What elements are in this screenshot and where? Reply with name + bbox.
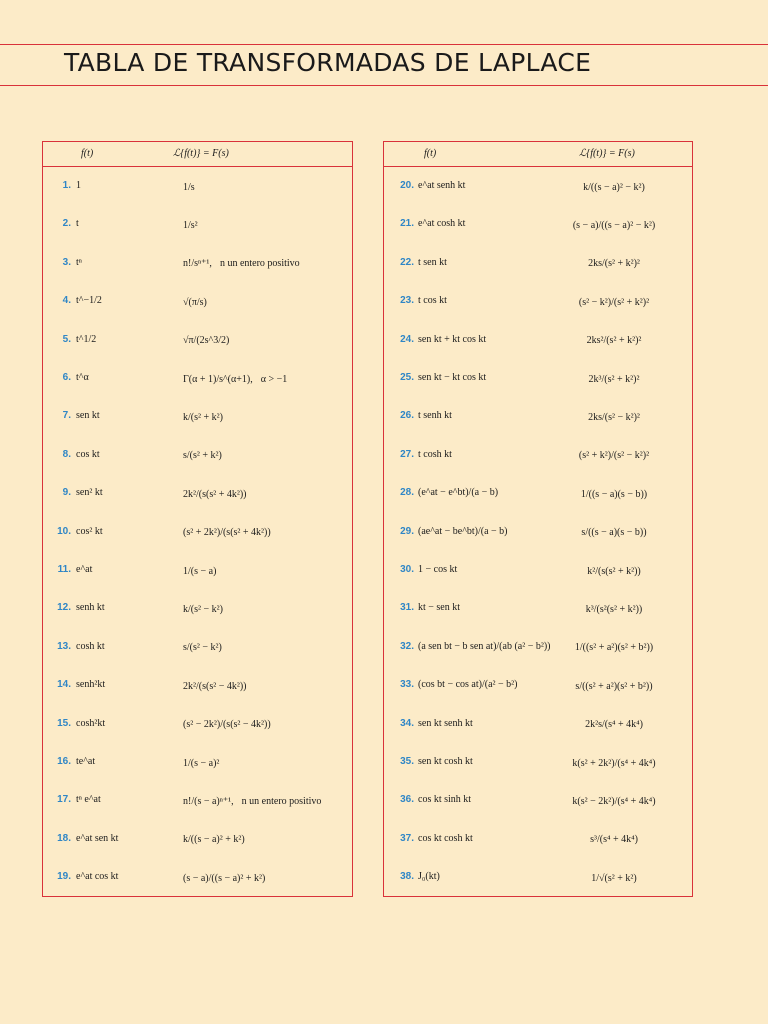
transform-expression: s/(s² + k²) bbox=[183, 450, 222, 462]
function-ft: J₀(kt) bbox=[418, 871, 440, 883]
entry-number: 1. bbox=[62, 180, 71, 191]
table-row bbox=[43, 398, 352, 436]
table-row bbox=[43, 437, 352, 475]
transform-expression: k/(s² + k²) bbox=[183, 411, 223, 423]
transform-expression: k/((s − a)² + k²) bbox=[183, 834, 245, 846]
transform-expression: 1/(s − a) bbox=[183, 565, 217, 577]
function-ft: t cosh kt bbox=[418, 448, 452, 460]
transform-fs bbox=[183, 360, 287, 398]
transform-table-right bbox=[383, 141, 693, 897]
transform-expression: s³/(s⁴ + 4k⁴) bbox=[590, 834, 638, 846]
function-ft: cos kt cosh kt bbox=[418, 832, 473, 844]
table-row bbox=[43, 168, 352, 206]
transform-fs bbox=[564, 398, 664, 436]
function-ft: cosh kt bbox=[76, 640, 105, 652]
transform-fs bbox=[183, 821, 245, 859]
function-ft: (cos bt − cos at)/(a² − b²) bbox=[418, 679, 518, 691]
table-row bbox=[384, 552, 692, 590]
column-header-ft: f(t) bbox=[81, 148, 94, 159]
entry-number: 4. bbox=[62, 295, 71, 307]
transform-fs bbox=[564, 514, 664, 552]
table-row bbox=[384, 360, 692, 398]
entry-number: 6. bbox=[62, 372, 71, 383]
entry-number: 10. bbox=[57, 525, 71, 537]
entry-number: 25. bbox=[400, 372, 414, 383]
entry-number: 34. bbox=[400, 717, 414, 729]
transform-fs bbox=[564, 168, 664, 206]
entry-number: 37. bbox=[400, 832, 414, 844]
entry-number: 31. bbox=[400, 602, 414, 614]
transform-expression: 2k³/(s² + k²)² bbox=[588, 373, 640, 385]
transform-expression: n!/sⁿ⁺¹, bbox=[183, 258, 212, 270]
entry-number: 14. bbox=[57, 679, 71, 691]
transform-fs bbox=[564, 283, 664, 321]
entry-number: 18. bbox=[57, 832, 71, 844]
function-ft: t senh kt bbox=[418, 410, 452, 422]
transform-fs bbox=[564, 706, 664, 744]
page-title: TABLA DE TRANSFORMADAS DE LAPLACE bbox=[64, 48, 592, 77]
table-row bbox=[43, 667, 352, 705]
entry-number: 2. bbox=[62, 218, 71, 230]
transform-fs bbox=[183, 552, 216, 590]
transform-fs bbox=[183, 667, 247, 705]
function-ft: sen kt − kt cos kt bbox=[418, 372, 487, 383]
transform-expression: 1/((s² + a²)(s² + b²)) bbox=[574, 642, 654, 654]
function-ft: t sen kt bbox=[418, 256, 447, 268]
transform-expression: 2ks/(s² − k²)² bbox=[588, 411, 640, 423]
transform-expression: 2k²/(s(s² − 4k²)) bbox=[183, 680, 247, 692]
function-ft: 1 − cos kt bbox=[418, 564, 458, 575]
function-ft: te^at bbox=[76, 756, 96, 767]
transform-expression: k³/(s²(s² + k²)) bbox=[585, 603, 643, 615]
transform-expression: k(s² − 2k²)/(s⁴ + 4k⁴) bbox=[572, 795, 656, 807]
function-ft: t cos kt bbox=[418, 295, 447, 307]
title-underline bbox=[0, 85, 768, 86]
transform-fs bbox=[183, 206, 198, 244]
entry-number: 20. bbox=[400, 180, 414, 191]
table-row bbox=[43, 629, 352, 667]
entry-number: 23. bbox=[400, 295, 414, 307]
transform-fs bbox=[564, 821, 664, 859]
transform-fs bbox=[564, 629, 664, 667]
table-row bbox=[43, 322, 352, 360]
function-ft: t^α bbox=[76, 372, 89, 383]
table-row bbox=[43, 206, 352, 244]
transform-expression: 2k²/(s(s² + 4k²)) bbox=[183, 488, 247, 500]
function-ft: tⁿ bbox=[76, 256, 82, 268]
function-ft: 1 bbox=[76, 180, 81, 191]
function-ft: e^at bbox=[76, 564, 93, 575]
table-header bbox=[384, 142, 692, 167]
function-ft: t bbox=[76, 218, 79, 230]
transform-fs bbox=[564, 322, 664, 360]
transform-expression: 1/((s − a)(s − b)) bbox=[580, 488, 648, 500]
entry-number: 35. bbox=[400, 756, 414, 767]
entry-number: 33. bbox=[400, 679, 414, 691]
entry-number: 12. bbox=[57, 602, 71, 614]
transform-fs bbox=[564, 859, 664, 897]
transform-expression: (s − a)/((s − a)² + k²) bbox=[183, 872, 266, 884]
table-header bbox=[43, 142, 352, 167]
function-ft: senh kt bbox=[76, 602, 105, 614]
table-row bbox=[384, 859, 692, 897]
transform-fs bbox=[183, 437, 222, 475]
entry-number: 32. bbox=[400, 640, 414, 652]
transform-fs bbox=[183, 859, 265, 897]
function-ft: kt − sen kt bbox=[418, 602, 461, 614]
top-rule bbox=[0, 44, 768, 45]
transform-fs bbox=[564, 437, 664, 475]
table-row bbox=[384, 706, 692, 744]
function-ft: e^at sen kt bbox=[76, 832, 119, 844]
transform-expression: 1/s² bbox=[183, 219, 198, 231]
entry-number: 30. bbox=[400, 564, 414, 575]
table-row bbox=[43, 821, 352, 859]
table-row bbox=[43, 590, 352, 628]
transform-expression: 1/s bbox=[183, 181, 195, 193]
table-row bbox=[43, 552, 352, 590]
table-row bbox=[43, 514, 352, 552]
table-row bbox=[43, 245, 352, 283]
function-ft: e^at senh kt bbox=[418, 180, 466, 191]
transform-fs bbox=[183, 629, 222, 667]
entry-number: 16. bbox=[57, 756, 71, 767]
table-row bbox=[43, 283, 352, 321]
function-ft: cos² kt bbox=[76, 525, 103, 537]
function-ft: (ae^at − be^bt)/(a − b) bbox=[418, 525, 508, 537]
entry-number: 5. bbox=[62, 333, 71, 345]
transform-table-left bbox=[42, 141, 353, 897]
table-row bbox=[384, 667, 692, 705]
transform-fs bbox=[183, 590, 223, 628]
table-row bbox=[384, 590, 692, 628]
transform-note: n un entero positivo bbox=[219, 258, 300, 270]
entry-number: 11. bbox=[57, 564, 71, 575]
transform-expression: 2ks/(s² + k²)² bbox=[588, 258, 640, 270]
entry-number: 27. bbox=[400, 448, 414, 460]
function-ft: (e^at − e^bt)/(a − b) bbox=[418, 487, 499, 499]
transform-expression: n!/(s − a)ⁿ⁺¹, bbox=[183, 795, 234, 807]
transform-fs bbox=[564, 782, 664, 820]
entry-number: 8. bbox=[62, 448, 71, 460]
transform-expression: (s − a)/((s − a)² − k²) bbox=[572, 219, 656, 231]
column-header-ft: f(t) bbox=[424, 148, 437, 159]
transform-fs bbox=[183, 782, 321, 820]
transform-fs bbox=[564, 552, 664, 590]
transform-fs bbox=[564, 667, 664, 705]
transform-expression: k/(s² − k²) bbox=[183, 603, 223, 615]
function-ft: sen kt senh kt bbox=[418, 717, 473, 729]
transform-fs bbox=[564, 590, 664, 628]
transform-expression: s/((s² + a²)(s² + b²)) bbox=[575, 680, 653, 692]
entry-number: 26. bbox=[400, 410, 414, 422]
entry-number: 28. bbox=[400, 487, 414, 499]
function-ft: t^1/2 bbox=[76, 333, 97, 345]
table-row bbox=[384, 206, 692, 244]
table-row bbox=[384, 437, 692, 475]
transform-fs bbox=[564, 206, 664, 244]
transform-expression: 2k²s/(s⁴ + 4k⁴) bbox=[585, 719, 643, 731]
function-ft: sen kt cosh kt bbox=[418, 756, 473, 767]
entry-number: 22. bbox=[400, 256, 414, 268]
table-row bbox=[43, 706, 352, 744]
function-ft: cos kt sinh kt bbox=[418, 794, 472, 806]
entry-number: 36. bbox=[400, 794, 414, 806]
transform-expression: √π/(2s^3/2) bbox=[183, 335, 230, 347]
table-row bbox=[384, 283, 692, 321]
function-ft: cosh²kt bbox=[76, 717, 106, 729]
transform-fs bbox=[564, 360, 664, 398]
transform-fs bbox=[183, 475, 247, 513]
transform-expression: 1/(s − a)² bbox=[183, 757, 220, 769]
transform-fs bbox=[183, 168, 195, 206]
table-row bbox=[384, 744, 692, 782]
transform-fs bbox=[183, 398, 223, 436]
transform-expression: k²/(s(s² + k²)) bbox=[587, 565, 641, 577]
transform-note: α > −1 bbox=[260, 373, 288, 385]
entry-number: 38. bbox=[400, 871, 414, 883]
function-ft: e^at cosh kt bbox=[418, 218, 466, 230]
function-ft: t^−1/2 bbox=[76, 295, 102, 307]
transform-fs bbox=[183, 322, 229, 360]
function-ft: sen² kt bbox=[76, 487, 103, 499]
transform-fs bbox=[564, 475, 664, 513]
transform-expression: (s² + k²)/(s² − k²)² bbox=[578, 450, 650, 462]
entry-number: 21. bbox=[400, 218, 414, 230]
transform-fs bbox=[183, 283, 207, 321]
table-row bbox=[384, 629, 692, 667]
table-row bbox=[384, 398, 692, 436]
transform-expression: √(π/s) bbox=[183, 296, 207, 308]
table-row bbox=[43, 744, 352, 782]
table-row bbox=[384, 322, 692, 360]
function-ft: e^at cos kt bbox=[76, 871, 119, 883]
column-header-fs: ℒ{f(t)} = F(s) bbox=[173, 148, 229, 159]
transform-expression: k/((s − a)² − k²) bbox=[583, 181, 645, 193]
transform-expression: k(s² + 2k²)/(s⁴ + 4k⁴) bbox=[572, 757, 656, 769]
function-ft: sen kt bbox=[76, 410, 100, 422]
transform-expression: 1/√(s² + k²) bbox=[591, 872, 637, 884]
transform-expression: s/((s − a)(s − b)) bbox=[581, 527, 647, 539]
table-row bbox=[384, 514, 692, 552]
table-row bbox=[43, 782, 352, 820]
entry-number: 19. bbox=[57, 871, 71, 883]
transform-expression: 2ks²/(s² + k²)² bbox=[586, 335, 642, 347]
transform-fs bbox=[183, 706, 271, 744]
transform-expression: (s² − 2k²)/(s(s² − 4k²)) bbox=[183, 719, 271, 731]
entry-number: 13. bbox=[57, 640, 71, 652]
table-row bbox=[43, 859, 352, 897]
transform-note: n un entero positivo bbox=[241, 795, 322, 807]
entry-number: 29. bbox=[400, 525, 414, 537]
function-ft: sen kt + kt cos kt bbox=[418, 333, 487, 345]
transform-fs bbox=[564, 245, 664, 283]
function-ft: (a sen bt − b sen at)/(ab (a² − b²)) bbox=[418, 640, 551, 652]
function-ft: senh²kt bbox=[76, 679, 106, 691]
entry-number: 15. bbox=[57, 717, 71, 729]
table-row bbox=[384, 475, 692, 513]
table-row bbox=[384, 821, 692, 859]
transform-fs bbox=[564, 744, 664, 782]
function-ft: tⁿ e^at bbox=[76, 794, 101, 806]
table-row bbox=[384, 782, 692, 820]
transform-fs bbox=[183, 514, 271, 552]
transform-expression: Γ(α + 1)/s^(α+1), bbox=[183, 373, 253, 385]
function-ft: cos kt bbox=[76, 448, 100, 460]
table-row bbox=[43, 475, 352, 513]
transform-fs bbox=[183, 245, 300, 283]
transform-fs bbox=[183, 744, 219, 782]
transform-expression: (s² + 2k²)/(s(s² + 4k²)) bbox=[183, 527, 271, 539]
transform-expression: s/(s² − k²) bbox=[183, 642, 222, 654]
table-row bbox=[384, 168, 692, 206]
column-header-fs: ℒ{f(t)} = F(s) bbox=[579, 148, 635, 159]
table-row bbox=[384, 245, 692, 283]
entry-number: 17. bbox=[57, 794, 71, 806]
table-row bbox=[43, 360, 352, 398]
transform-expression: (s² − k²)/(s² + k²)² bbox=[578, 296, 650, 308]
entry-number: 3. bbox=[62, 256, 71, 268]
entry-number: 9. bbox=[62, 487, 71, 499]
entry-number: 24. bbox=[400, 333, 414, 345]
entry-number: 7. bbox=[62, 410, 71, 422]
